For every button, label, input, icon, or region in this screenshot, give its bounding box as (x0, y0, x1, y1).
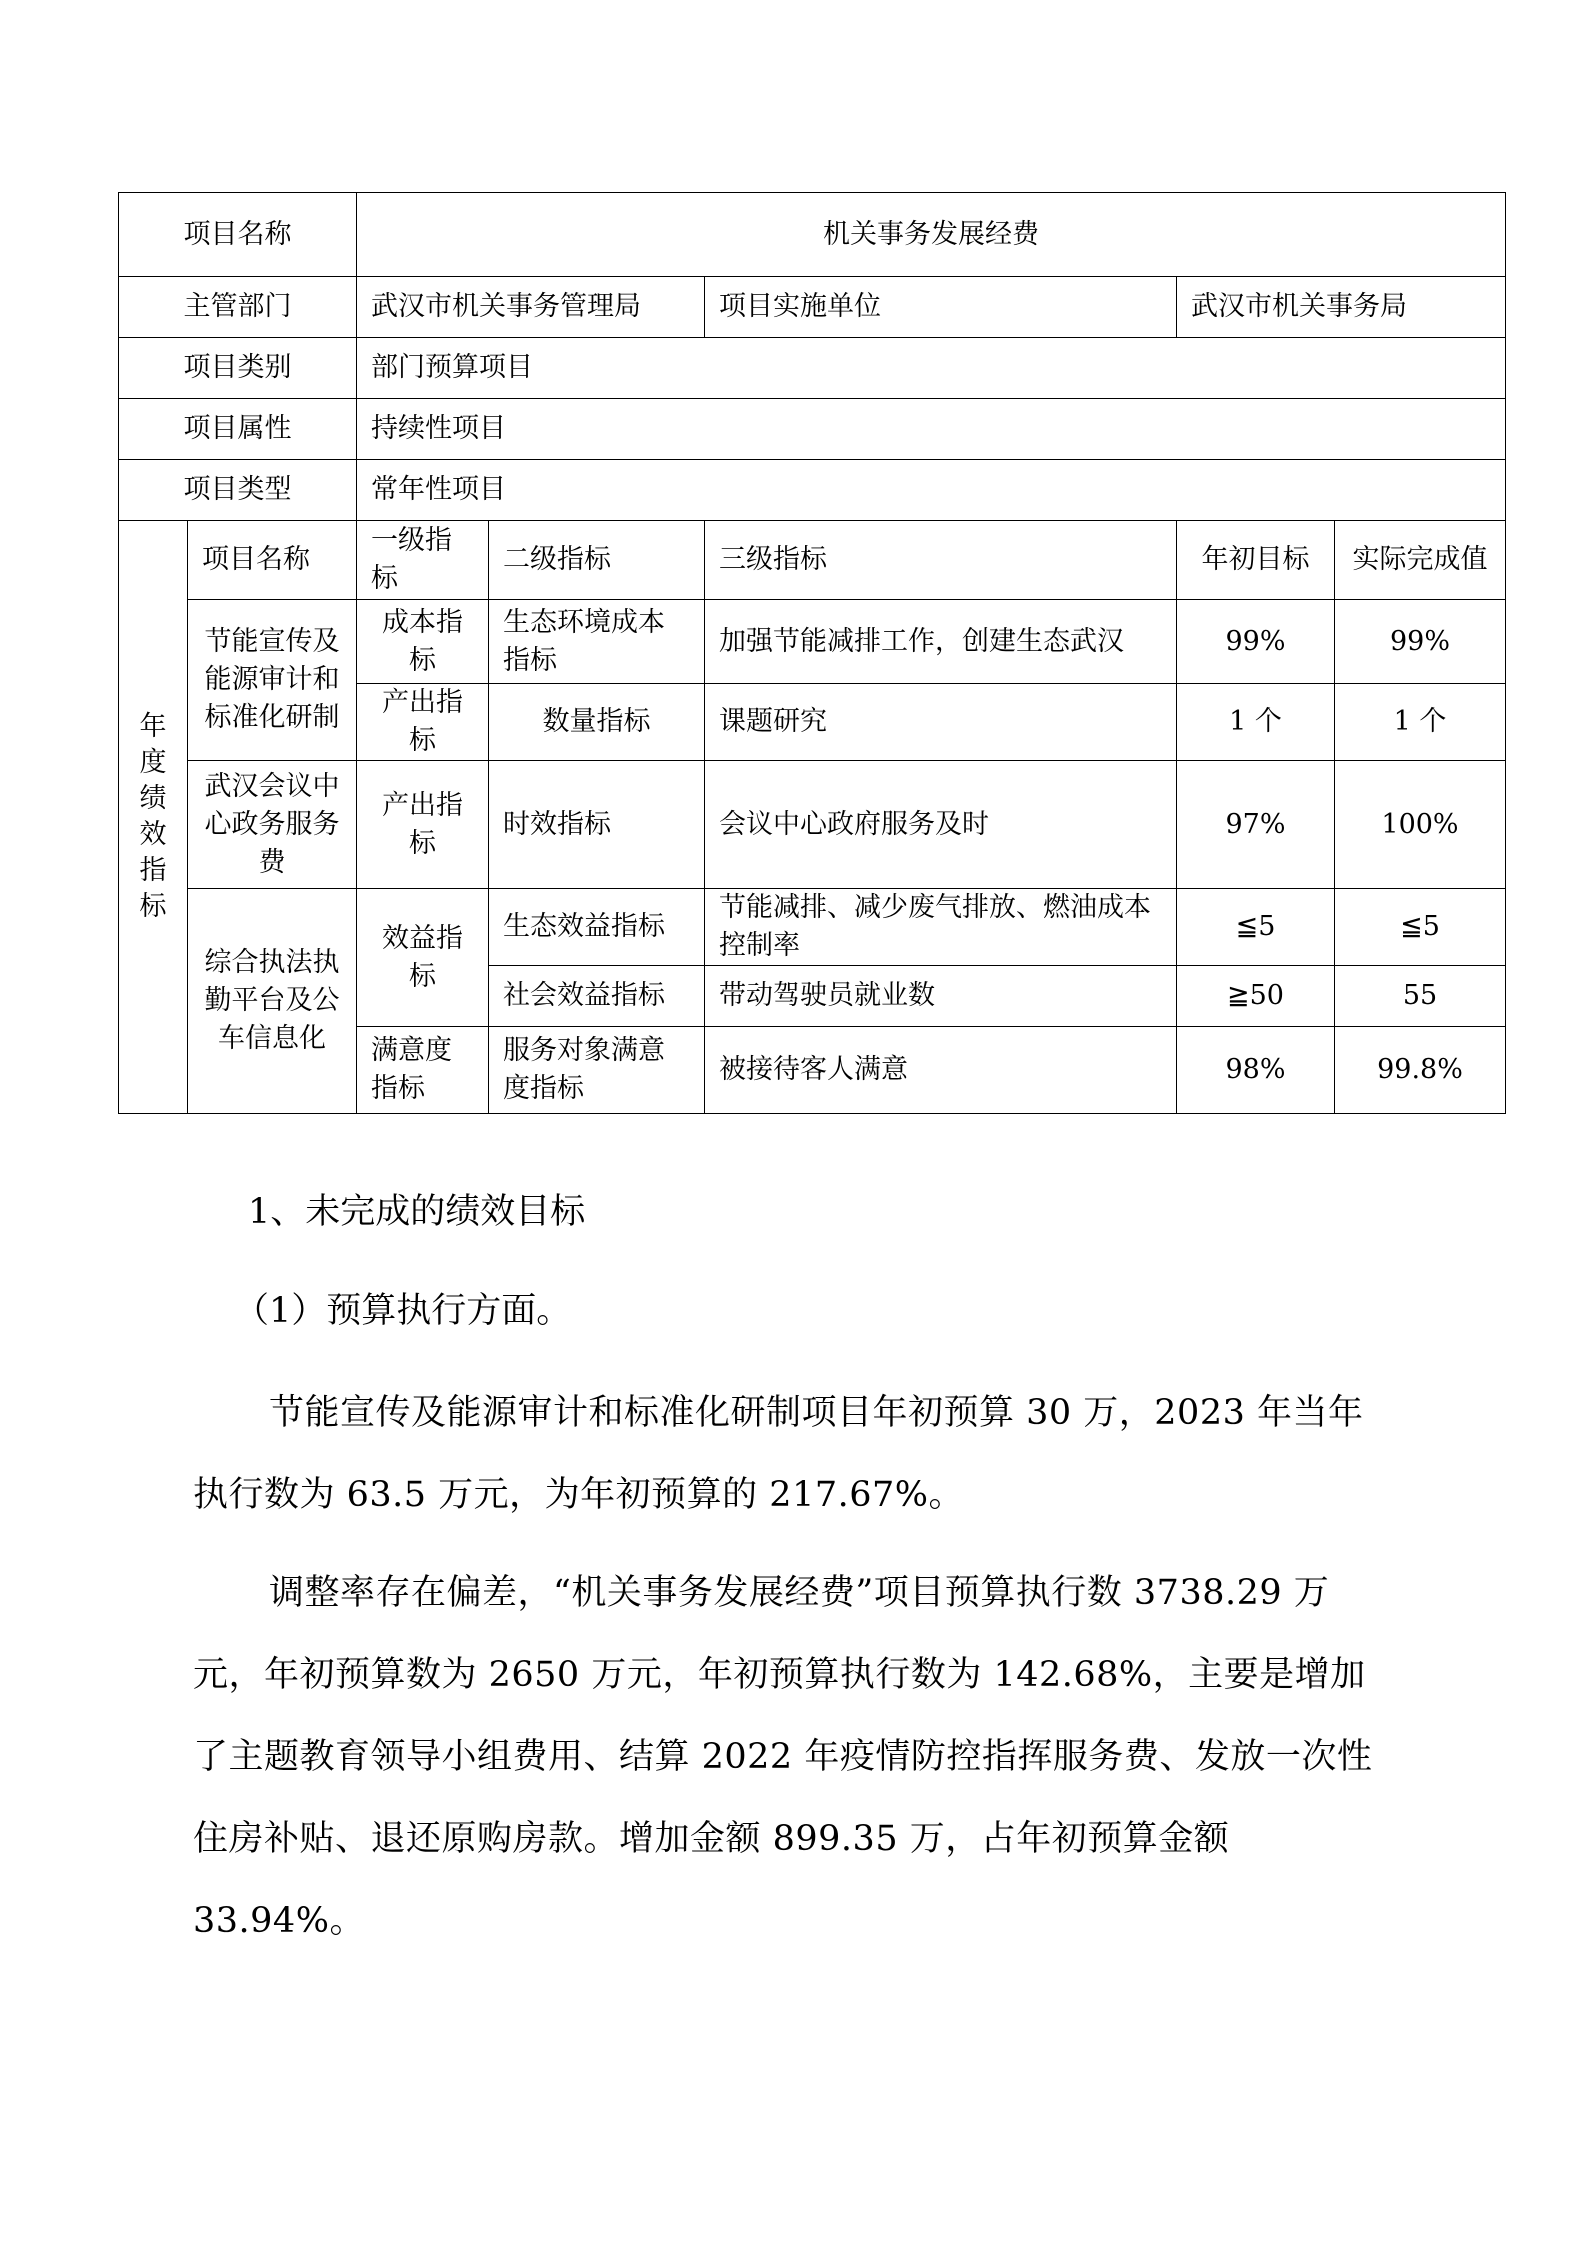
header-project-name: 项目名称 (188, 521, 357, 600)
row-actual: 100% (1335, 761, 1506, 889)
row-target: 98% (1177, 1027, 1335, 1114)
row-project: 武汉会议中心政务服务费 (188, 761, 357, 889)
attribute-label: 项目属性 (119, 399, 357, 460)
row-level3: 带动驾驶员就业数 (705, 966, 1177, 1027)
row-actual: ≦5 (1335, 889, 1506, 966)
row-level2: 服务对象满意度指标 (489, 1027, 705, 1114)
row-level1: 成本指标 (357, 600, 489, 684)
row-target: 1 个 (1177, 684, 1335, 761)
row-level3: 加强节能减排工作，创建生态武汉 (705, 600, 1177, 684)
impl-unit-value: 武汉市机关事务局 (1177, 277, 1506, 338)
type-value: 常年性项目 (357, 460, 1506, 521)
subsection-heading-budget: （1）预算执行方面。 (234, 1291, 572, 1331)
row-actual: 1 个 (1335, 684, 1506, 761)
dept-label: 主管部门 (119, 277, 357, 338)
row-actual: 55 (1335, 966, 1506, 1027)
header-level3: 三级指标 (705, 521, 1177, 600)
row-actual: 99.8% (1335, 1027, 1506, 1114)
row-level3: 节能减排、减少废气排放、燃油成本控制率 (705, 889, 1177, 966)
category-value: 部门预算项目 (357, 338, 1506, 399)
row-level2: 生态环境成本指标 (489, 600, 705, 684)
row-level3: 被接待客人满意 (705, 1027, 1177, 1114)
type-label: 项目类型 (119, 460, 357, 521)
row-target: 99% (1177, 600, 1335, 684)
row-level2: 社会效益指标 (489, 966, 705, 1027)
paragraph-budget-execution: 节能宣传及能源审计和标准化研制项目年初预算 30 万，2023 年当年执行数为 63.5 万元，为年初预算的 217.67%。 (193, 1393, 1364, 1515)
dept-value: 武汉市机关事务管理局 (357, 277, 705, 338)
row-level1: 效益指标 (357, 889, 489, 1027)
row-level3: 会议中心政府服务及时 (705, 761, 1177, 889)
header-level1: 一级指标 (357, 521, 489, 600)
project-name-value: 机关事务发展经费 (357, 193, 1506, 277)
section-heading-unfinished-goals: 1、未完成的绩效目标 (248, 1192, 586, 1232)
row-actual: 99% (1335, 600, 1506, 684)
row-level2: 数量指标 (489, 684, 705, 761)
attribute-value: 持续性项目 (357, 399, 1506, 460)
header-level2: 二级指标 (489, 521, 705, 600)
header-target: 年初目标 (1177, 521, 1335, 600)
row-target: ≦5 (1177, 889, 1335, 966)
performance-table (118, 192, 1506, 1114)
impl-unit-label: 项目实施单位 (705, 277, 1177, 338)
paragraph-adjustment-rate: 调整率存在偏差，“机关事务发展经费”项目预算执行数 3738.29 万元，年初预算数为 2650 万元，年初预算执行数为 142.68%，主要是增加了主题教育领导小组费用、结算 2022 年疫情防控指挥服务费、发放一次性住房补贴、退还原购房款。增加金额 899.35 万，占年初预算金额 33.94%。 (193, 1573, 1373, 1941)
row-level2: 生态效益指标 (489, 889, 705, 966)
row-level1: 满意度指标 (357, 1027, 489, 1114)
row-level1: 产出指标 (357, 684, 489, 761)
row-level2: 时效指标 (489, 761, 705, 889)
category-label: 项目类别 (119, 338, 357, 399)
row-project: 综合执法执勤平台及公车信息化 (188, 889, 357, 1114)
row-target: ≧50 (1177, 966, 1335, 1027)
header-actual: 实际完成值 (1335, 521, 1506, 600)
project-name-label: 项目名称 (119, 193, 357, 277)
row-project: 节能宣传及能源审计和标准化研制 (188, 600, 357, 761)
row-level1: 产出指标 (357, 761, 489, 889)
row-level3: 课题研究 (705, 684, 1177, 761)
annual-indicators-label: 年度绩效指标 (119, 521, 188, 1114)
row-target: 97% (1177, 761, 1335, 889)
